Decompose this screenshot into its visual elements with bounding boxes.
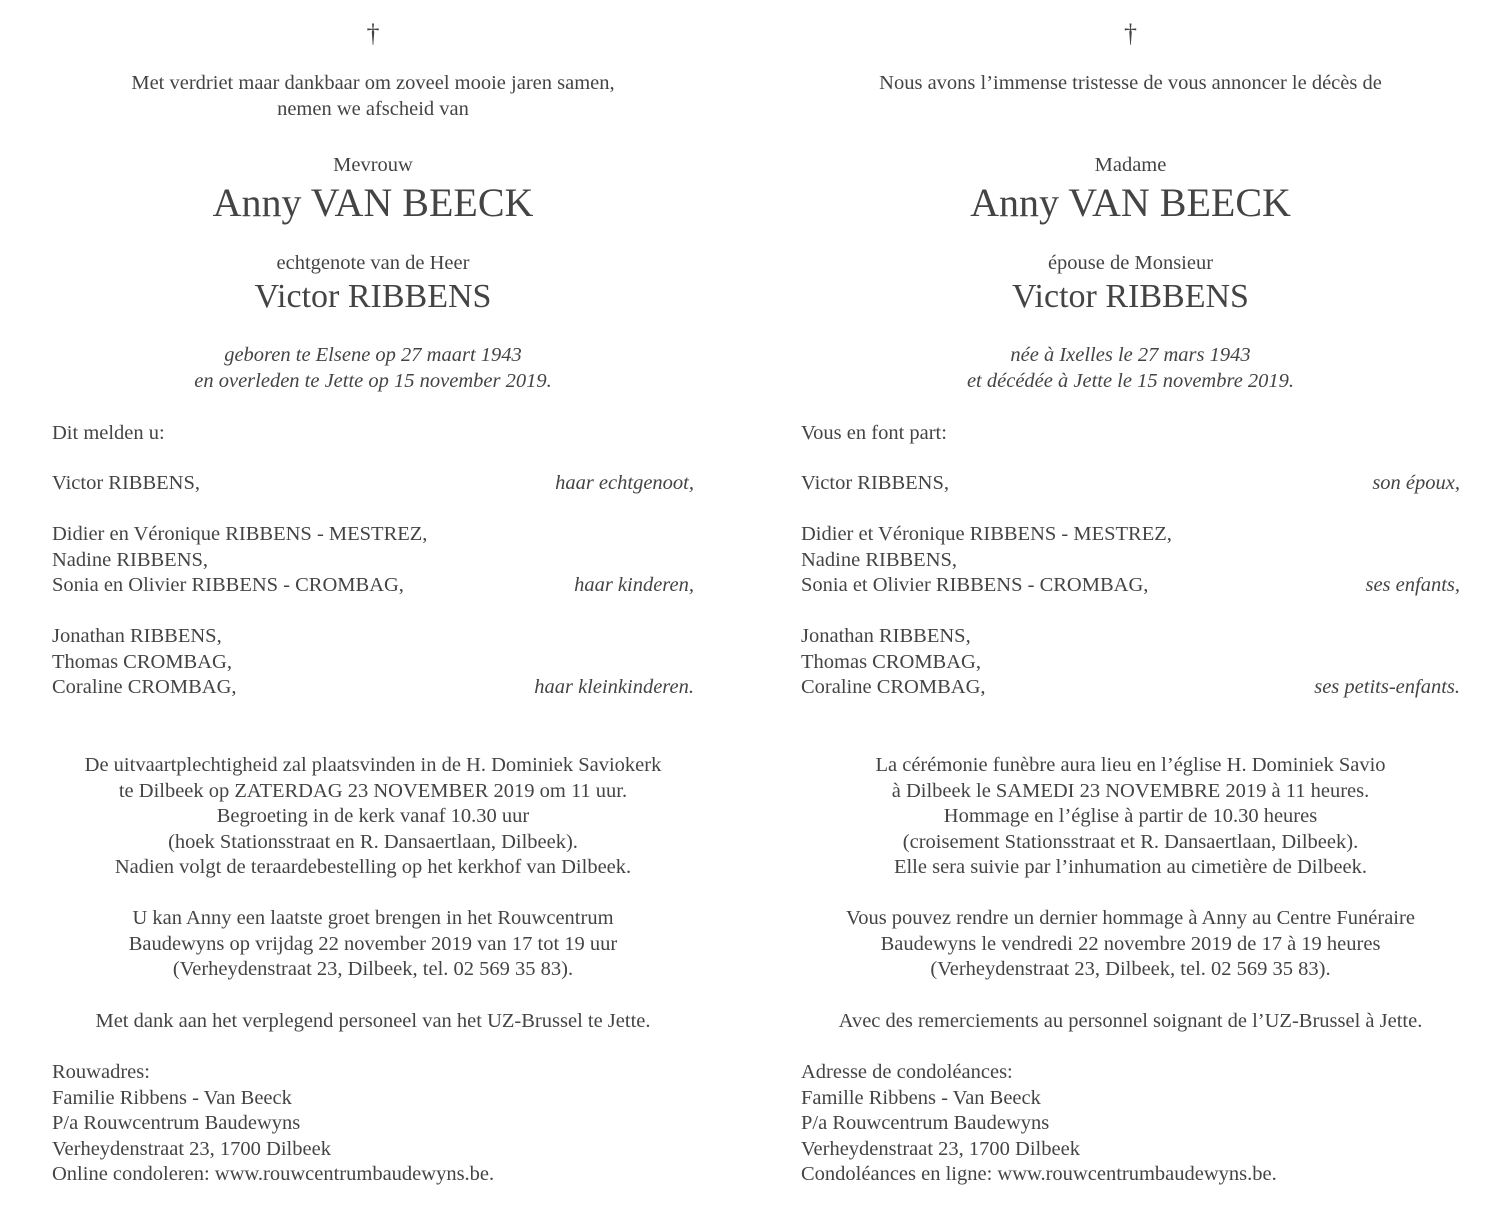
visitation-text: U kan Anny een laatste groet brengen in het Rouwcentrum Baudewyns op vrijdag 22 november 2019 van 17 tot 19 uur (Verheydenstraat 23, Dilbeek, tel. 02 569 35 83). [128,907,618,980]
family-group-children: Didier et Véronique RIBBENS - MESTREZ, Nadine RIBBENS, Sonia et Olivier RIBBENS - CROMBAG, ses enfants, [801,523,1460,596]
obituary-french [801,0,1460,1214]
cross-icon: † [366,19,380,48]
condolence-address: Adresse de condoléances: Famille Ribbens - Van Beeck P/a Rouwcentrum Baudewyns Verheydenstraat 23, 1700 Dilbeek Condoléances en ligne: www.rouwcentrumbaudewyns.be. [801,1061,1277,1185]
birth-death-dates: née à Ixelles le 27 mars 1943 et décédée à Jette le 15 novembre 2019. [966,344,1295,392]
intro-text: Met verdriet maar dankbaar om zoveel mooie jaren samen, nemen we afscheid van [131,72,615,120]
ceremony-text: De uitvaartplechtigheid zal plaatsvinden in de H. Dominiek Saviokerk te Dilbeek op ZATERDAG 23 NOVEMBER 2019 om 11 uur. Begroeting in de kerk vanaf 10.30 uur (hoek Stationsstraat en R. Dansaertlaan, Dilbeek). Nadien volgt de teraardebestelling op het kerkhof van Dilbeek. [84,754,662,878]
family-group-spouse: Victor RIBBENS, son époux, [801,472,1460,494]
announce-line: Vous en font part: [801,422,947,444]
spouse-name: Victor RIBBENS [254,278,492,315]
family-group-grandchildren: Jonathan RIBBENS, Thomas CROMBAG, Coraline CROMBAG, haar kleinkinderen. [52,625,694,698]
deceased-name: Anny VAN BEECK [970,180,1291,225]
family-group-children: Didier en Véronique RIBBENS - MESTREZ, Nadine RIBBENS, Sonia en Olivier RIBBENS - CROMBAG, haar kinderen, [52,523,694,596]
thanks-text: Avec des remerciements au personnel soignant de l’UZ-Brussel à Jette. [838,1010,1423,1032]
spouse-name: Victor RIBBENS [1012,278,1249,315]
condolence-address: Rouwadres: Familie Ribbens - Van Beeck P/a Rouwcentrum Baudewyns Verheydenstraat 23, 1700 Dilbeek Online condoleren: www.rouwcentrumbaudewyns.be. [52,1061,495,1185]
ceremony-text: La cérémonie funèbre aura lieu en l’église H. Dominiek Savio à Dilbeek le SAMEDI 23 NOVEMBRE 2019 à 11 heures. Hommage en l’église à partir de 10.30 heures (croisement Stationsstraat et R. Dansaertlaan, Dilbeek). Elle sera suivie par l’inhumation au cimetière de Dilbeek. [875,754,1386,878]
birth-death-dates: geboren te Elsene op 27 maart 1943 en overleden te Jette op 15 november 2019. [194,344,552,392]
family-group-spouse: Victor RIBBENS, haar echtgenoot, [52,472,694,494]
visitation-text: Vous pouvez rendre un dernier hommage à Anny au Centre Funéraire Baudewyns le vendredi 22 novembre 2019 de 17 à 19 heures (Verheydenstraat 23, Dilbeek, tel. 02 569 35 83). [846,907,1415,980]
deceased-name: Anny VAN BEECK [212,180,534,225]
announce-line: Dit melden u: [52,422,165,444]
honorific: Madame [1094,154,1167,176]
cross-icon: † [1124,19,1137,48]
obituary-dutch [52,0,694,1214]
honorific: Mevrouw [333,154,413,176]
thanks-text: Met dank aan het verplegend personeel van het UZ-Brussel te Jette. [95,1010,651,1032]
intro-text: Nous avons l’immense tristesse de vous annoncer le décès de [879,72,1382,94]
spouse-intro: épouse de Monsieur [1047,252,1214,274]
family-group-grandchildren: Jonathan RIBBENS, Thomas CROMBAG, Coraline CROMBAG, ses petits-enfants. [801,625,1460,698]
spouse-intro: echtgenote van de Heer [276,252,470,274]
